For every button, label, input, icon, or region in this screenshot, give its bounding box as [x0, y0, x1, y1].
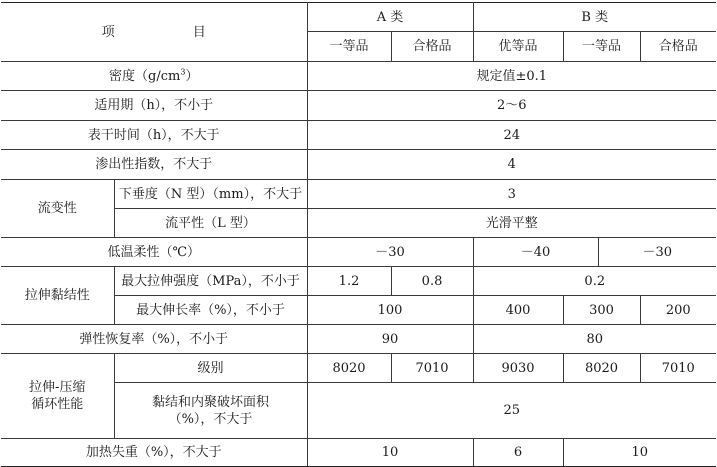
tensile-strength-label: 最大拉伸强度（MPa），不小于 — [114, 267, 307, 296]
header-b-grade0: 优等品 — [473, 32, 563, 62]
tensile-strength-b: 0.2 — [473, 267, 716, 296]
cycle-grade-b2: 7010 — [640, 354, 716, 383]
header-a-grade2: 合格品 — [391, 32, 473, 62]
tensile-strength-a1: 1.2 — [307, 267, 391, 296]
cycle-grade-a1: 8020 — [307, 354, 391, 383]
header-class-b: B 类 — [473, 3, 716, 32]
sag-label: 下垂度（N 型）（mm），不大于 — [114, 180, 307, 209]
row-density — [1, 62, 716, 91]
pot-life-value: 2～6 — [307, 91, 716, 121]
exudation-label: 渗出性指数，不大于 — [1, 150, 307, 180]
elongation-b0: 400 — [473, 296, 563, 325]
elongation-b1: 300 — [563, 296, 640, 325]
elongation-b2: 200 — [640, 296, 716, 325]
row-sag — [1, 180, 716, 209]
recovery-b-value: 80 — [473, 325, 716, 354]
cycle-damage-value: 25 — [307, 383, 716, 439]
row-cycle-grade — [1, 354, 716, 383]
surface-dry-value: 24 — [307, 121, 716, 150]
header-row-1 — [1, 3, 716, 32]
cycle-damage-line2: （%），不大于 — [168, 411, 253, 427]
row-heat-loss — [1, 439, 716, 467]
density-label-prefix: 密度（g/cm — [109, 68, 181, 84]
spec-table — [1, 2, 716, 467]
recovery-a-value: 90 — [307, 325, 473, 354]
leveling-value: 光滑平整 — [307, 209, 716, 238]
elongation-label: 最大伸长率（%），不小于 — [114, 296, 307, 325]
header-b-grade1: 一等品 — [563, 32, 640, 62]
heat-loss-b0-value: 6 — [473, 439, 563, 467]
density-label-suffix: ） — [185, 68, 199, 84]
heat-loss-b-rest-value: 10 — [563, 439, 716, 467]
row-tensile-strength — [1, 267, 716, 296]
density-value: 规定值±0.1 — [307, 62, 716, 91]
header-b-grade2: 合格品 — [640, 32, 716, 62]
heat-loss-label: 加热失重（%），不大于 — [1, 439, 307, 467]
tensile-strength-a2: 0.8 — [391, 267, 473, 296]
low-temp-b-rest-value: －30 — [598, 238, 716, 267]
density-label-sup: 3 — [180, 67, 186, 77]
header-class-a: A 类 — [307, 3, 473, 32]
cycle-grade-a2: 7010 — [391, 354, 473, 383]
row-low-temp — [1, 238, 716, 267]
header-a-grade1: 一等品 — [307, 32, 391, 62]
exudation-value: 4 — [307, 150, 716, 180]
density-label — [1, 62, 307, 91]
low-temp-label: 低温柔性（℃） — [1, 238, 307, 267]
low-temp-a-value: －30 — [307, 238, 473, 267]
row-exudation — [1, 150, 716, 180]
cycle-damage-label — [114, 383, 307, 439]
header-item-text: 项 目 — [101, 24, 239, 40]
cycle-group-line1: 拉伸-压缩 — [29, 380, 86, 395]
leveling-label: 流平性（L 型） — [114, 209, 307, 238]
tensile-group: 拉伸黏结性 — [1, 267, 114, 325]
cycle-grade-label: 级别 — [114, 354, 307, 383]
cycle-damage-line1: 黏结和内聚破坏面积 — [152, 394, 270, 410]
row-pot-life — [1, 91, 716, 121]
low-temp-b0-value: －40 — [473, 238, 598, 267]
row-recovery — [1, 325, 716, 354]
cycle-grade-b0: 9030 — [473, 354, 563, 383]
cycle-grade-b1: 8020 — [563, 354, 640, 383]
sag-value: 3 — [307, 180, 716, 209]
cycle-group — [1, 354, 114, 439]
row-surface-dry — [1, 121, 716, 150]
heat-loss-a-value: 10 — [307, 439, 473, 467]
recovery-label: 弹性恢复率（%），不小于 — [1, 325, 307, 354]
header-item — [1, 3, 307, 62]
cycle-group-line2: 循环性能 — [31, 397, 84, 412]
rheology-group: 流变性 — [1, 180, 114, 238]
surface-dry-label: 表干时间（h），不大于 — [1, 121, 307, 150]
elongation-a: 100 — [307, 296, 473, 325]
pot-life-label: 适用期（h），不小于 — [1, 91, 307, 121]
